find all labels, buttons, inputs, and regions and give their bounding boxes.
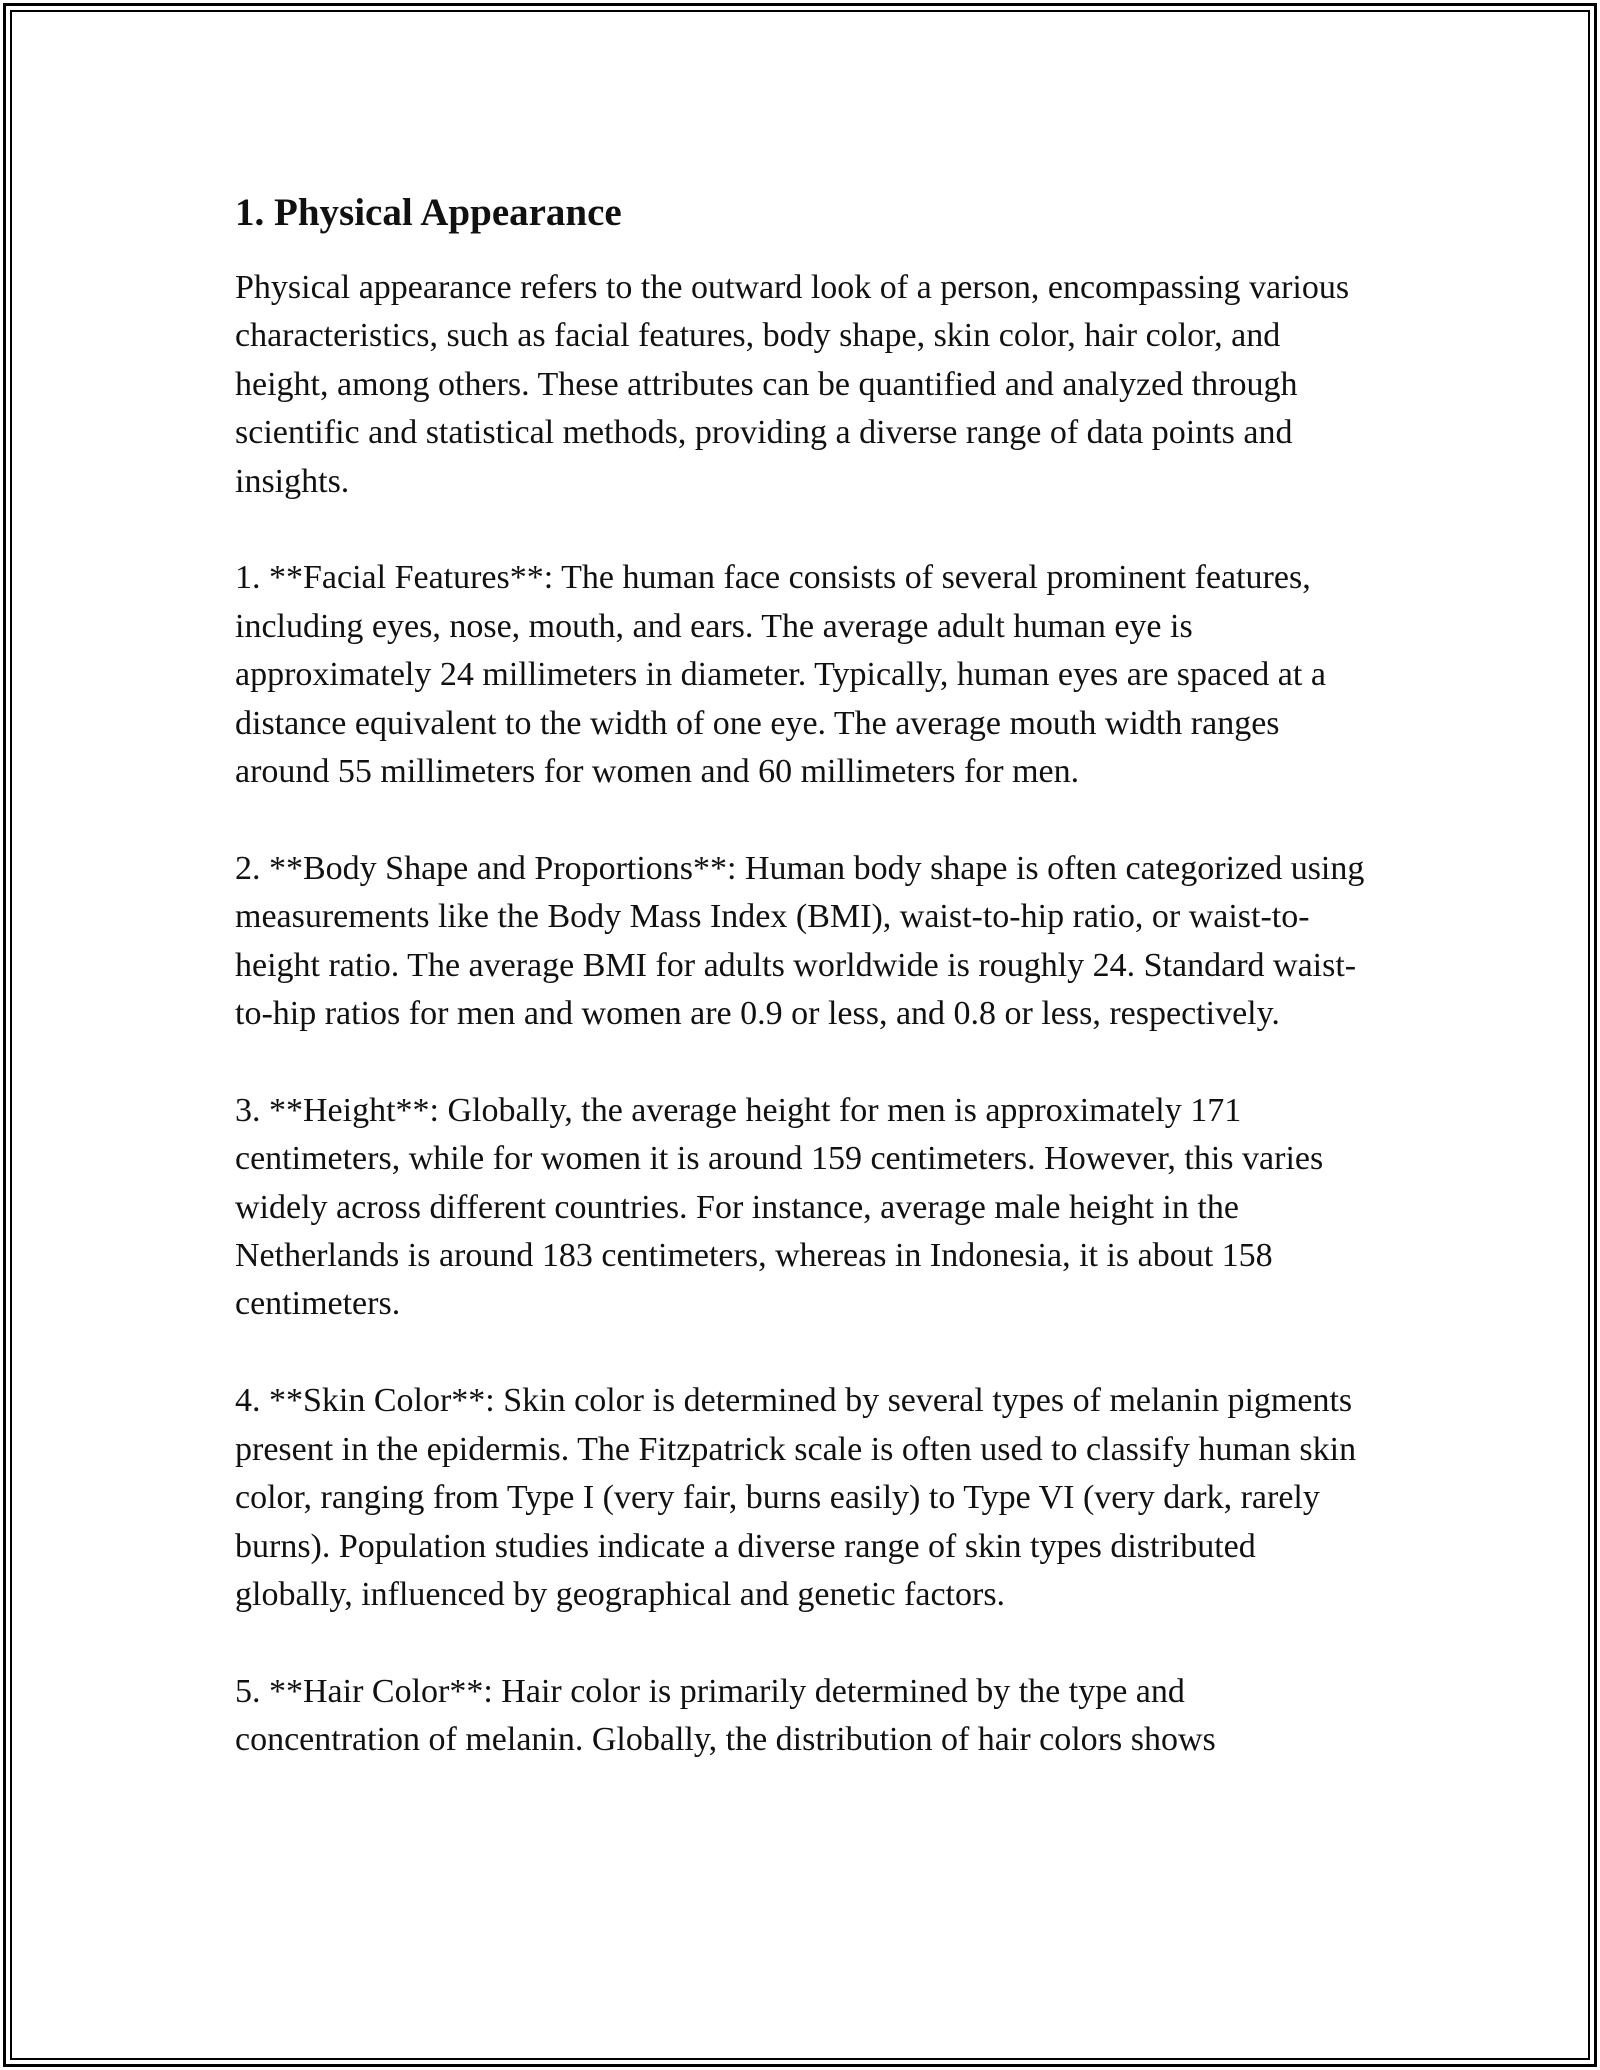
body-shape-paragraph: 2. **Body Shape and Proportions**: Human body shape is often categorized using measurements like the Body Mass Index (BMI), waist-to-hip ratio, or waist-to-height ratio. The average BMI for adults worldwide is roughly 24. Standard waist-to-hip ratios for men and women are 0.9 or less, and 0.8 or less, respectively. <box>235 849 1365 1033</box>
document-body <box>235 186 1375 1765</box>
hair-color-paragraph: 5. **Hair Color**: Hair color is primarily determined by the type and concentration of melanin. Globally, the distribution of hair colors shows <box>235 1672 1216 1759</box>
facial-features-paragraph: 1. **Facial Features**: The human face consists of several prominent features, including eyes, nose, mouth, and ears. The average adult human eye is approximately 24 millimeters in diameter. Typically, human eyes are spaced at a distance equivalent to the width of one eye. The average mouth width ranges around 55 millimeters for women and 60 millimeters for men. <box>235 559 1326 791</box>
section-title: 1. Physical Appearance <box>235 191 622 234</box>
skin-color-paragraph: 4. **Skin Color**: Skin color is determined by several types of melanin pigments present in the epidermis. The Fitzpatrick scale is often used to classify human skin color, ranging from Type I (very fair, burns easily) to Type VI (very dark, rarely burns). Population studies indicate a diverse range of skin types distributed globally, influenced by geographical and genetic factors. <box>235 1382 1357 1613</box>
height-paragraph: 3. **Height**: Globally, the average height for men is approximately 171 centimeters, while for women it is around 159 centimeters. However, this varies widely across different countries. For instance, average male height in the Netherlands is around 183 centimeters, whereas in Indonesia, it is about 158 centimeters. <box>235 1091 1324 1323</box>
intro-paragraph: Physical appearance refers to the outward look of a person, encompassing various characteristics, such as facial features, body shape, skin color, hair color, and height, among others. These attributes can be quantified and analyzed through scientific and statistical methods, providing a diverse range of data points and insights. <box>235 269 1350 500</box>
